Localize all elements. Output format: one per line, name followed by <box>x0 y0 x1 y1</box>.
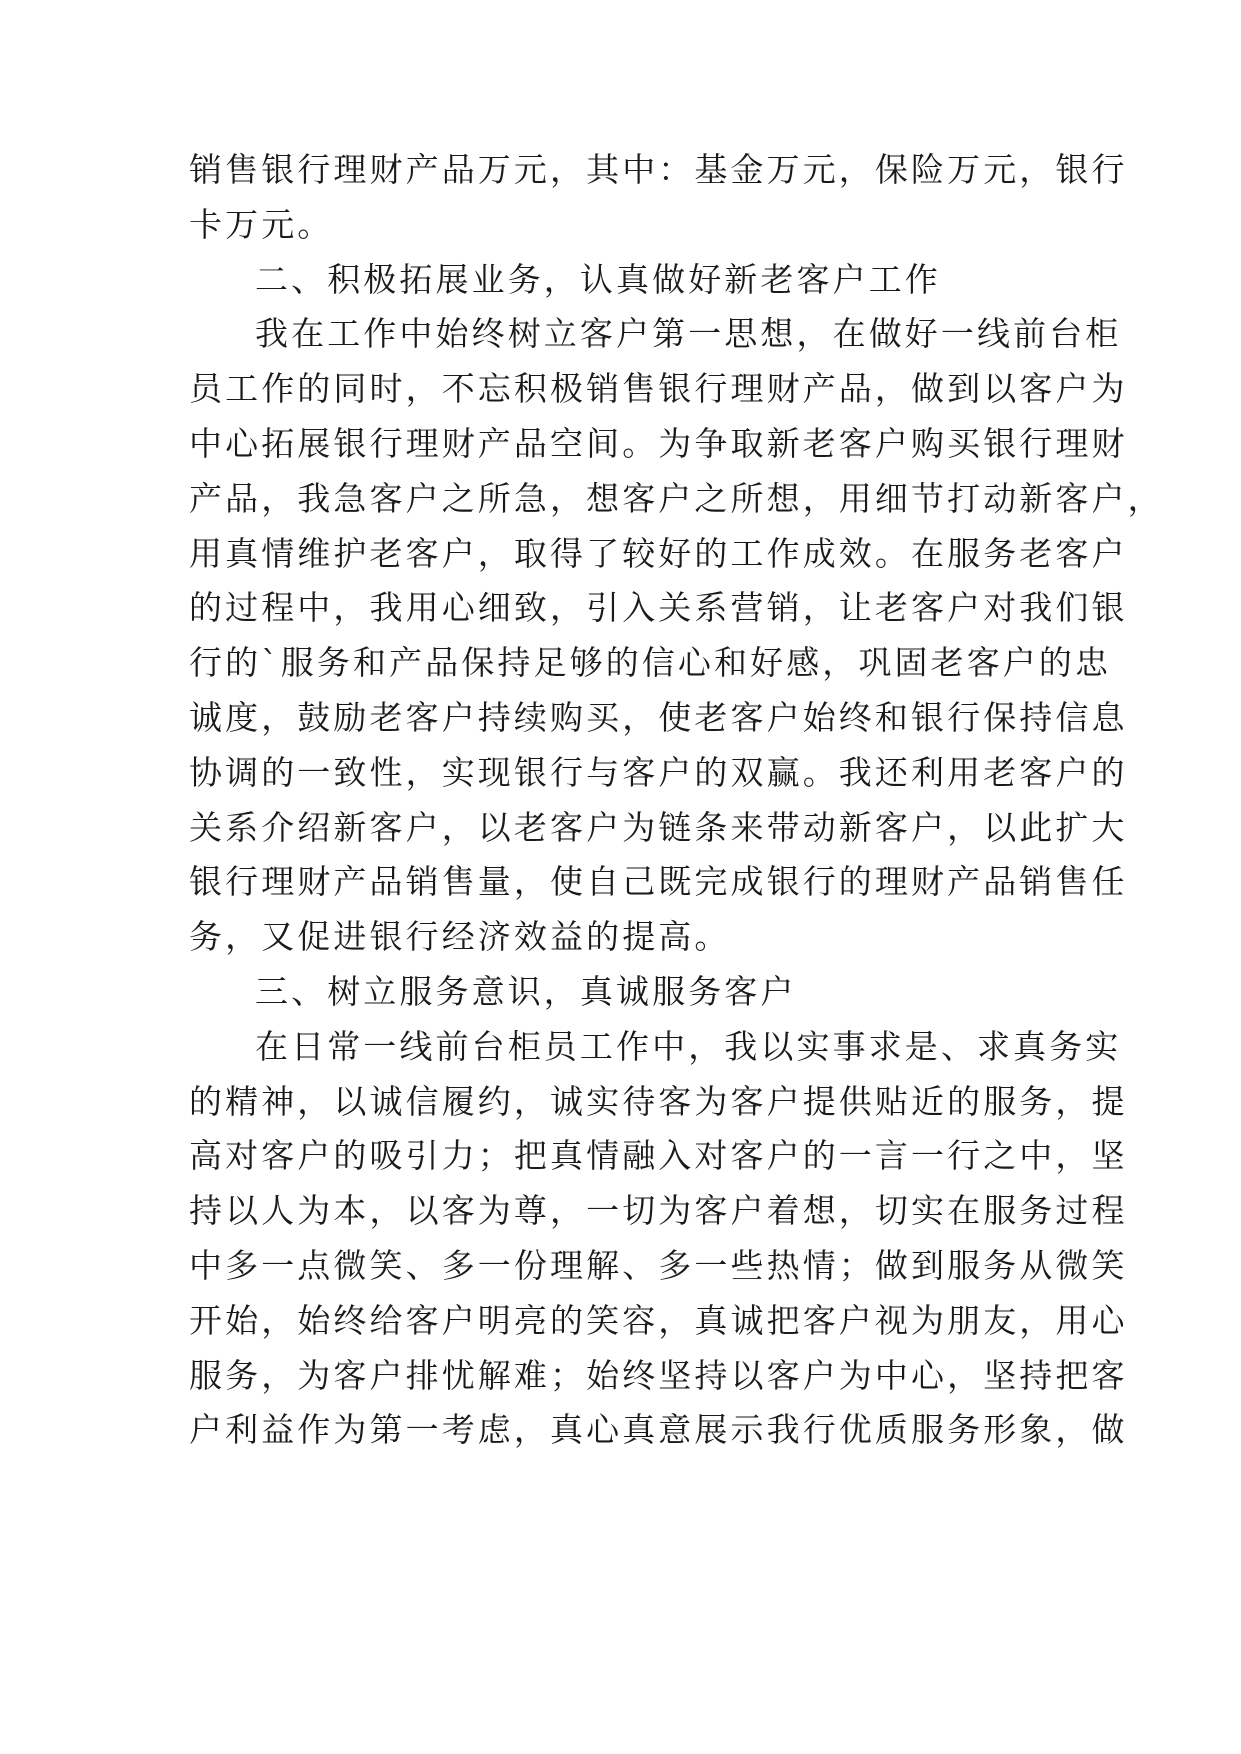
document-body <box>189 143 1164 1458</box>
text-line: 产品，我急客户之所急，想客户之所想，用细节打动新客户， <box>189 478 1164 518</box>
text-line: 持以人为本，以客为尊，一切为客户着想，切实在服务过程 <box>189 1191 1128 1231</box>
text-line: 的精神，以诚信履约，诚实待客为客户提供贴近的服务，提 <box>189 1081 1128 1121</box>
text-line: 协调的一致性，实现银行与客户的双赢。我还利用老客户的 <box>189 752 1128 792</box>
text-line: 行的`服务和产品保持足够的信心和好感，巩固老客户的忠 <box>189 643 1112 683</box>
text-line: 中心拓展银行理财产品空间。为争取新老客户购买银行理财 <box>189 423 1128 463</box>
text-line: 高对客户的吸引力；把真情融入对客户的一言一行之中，坚 <box>189 1136 1128 1176</box>
text-line: 的过程中，我用心细致，引入关系营销，让老客户对我们银 <box>189 588 1128 628</box>
text-line: 银行理财产品销售量，使自己既完成银行的理财产品销售任 <box>189 862 1128 902</box>
text-line: 关系介绍新客户，以老客户为链条来带动新客户，以此扩大 <box>189 807 1128 847</box>
section-heading: 二、积极拓展业务，认真做好新老客户工作 <box>255 259 941 299</box>
text-line: 我在工作中始终树立客户第一思想，在做好一线前台柜 <box>255 314 1122 354</box>
text-line: 诚度，鼓励老客户持续购买，使老客户始终和银行保持信息 <box>189 697 1128 737</box>
text-line: 销售银行理财产品万元，其中：基金万元，保险万元，银行 <box>189 150 1128 189</box>
text-line: 员工作的同时，不忘积极销售银行理财产品，做到以客户为 <box>189 369 1128 409</box>
text-line: 中多一点微笑、多一份理解、多一些热情；做到服务从微笑 <box>189 1245 1128 1285</box>
text-line: 服务，为客户排忧解难；始终坚持以客户为中心，坚持把客 <box>189 1355 1128 1395</box>
section-heading: 三、树立服务意识，真诚服务客户 <box>255 971 797 1011</box>
text-line: 开始，始终给客户明亮的笑容，真诚把客户视为朋友，用心 <box>189 1300 1128 1340</box>
text-line: 在日常一线前台柜员工作中，我以实事求是、求真务实 <box>255 1026 1122 1066</box>
text-line: 卡万元。 <box>189 204 334 244</box>
text-line: 务，又促进银行经济效益的提高。 <box>189 917 731 957</box>
text-line: 用真情维护老客户，取得了较好的工作成效。在服务老客户 <box>189 533 1128 573</box>
text-line: 户利益作为第一考虑，真心真意展示我行优质服务形象，做 <box>189 1410 1128 1450</box>
